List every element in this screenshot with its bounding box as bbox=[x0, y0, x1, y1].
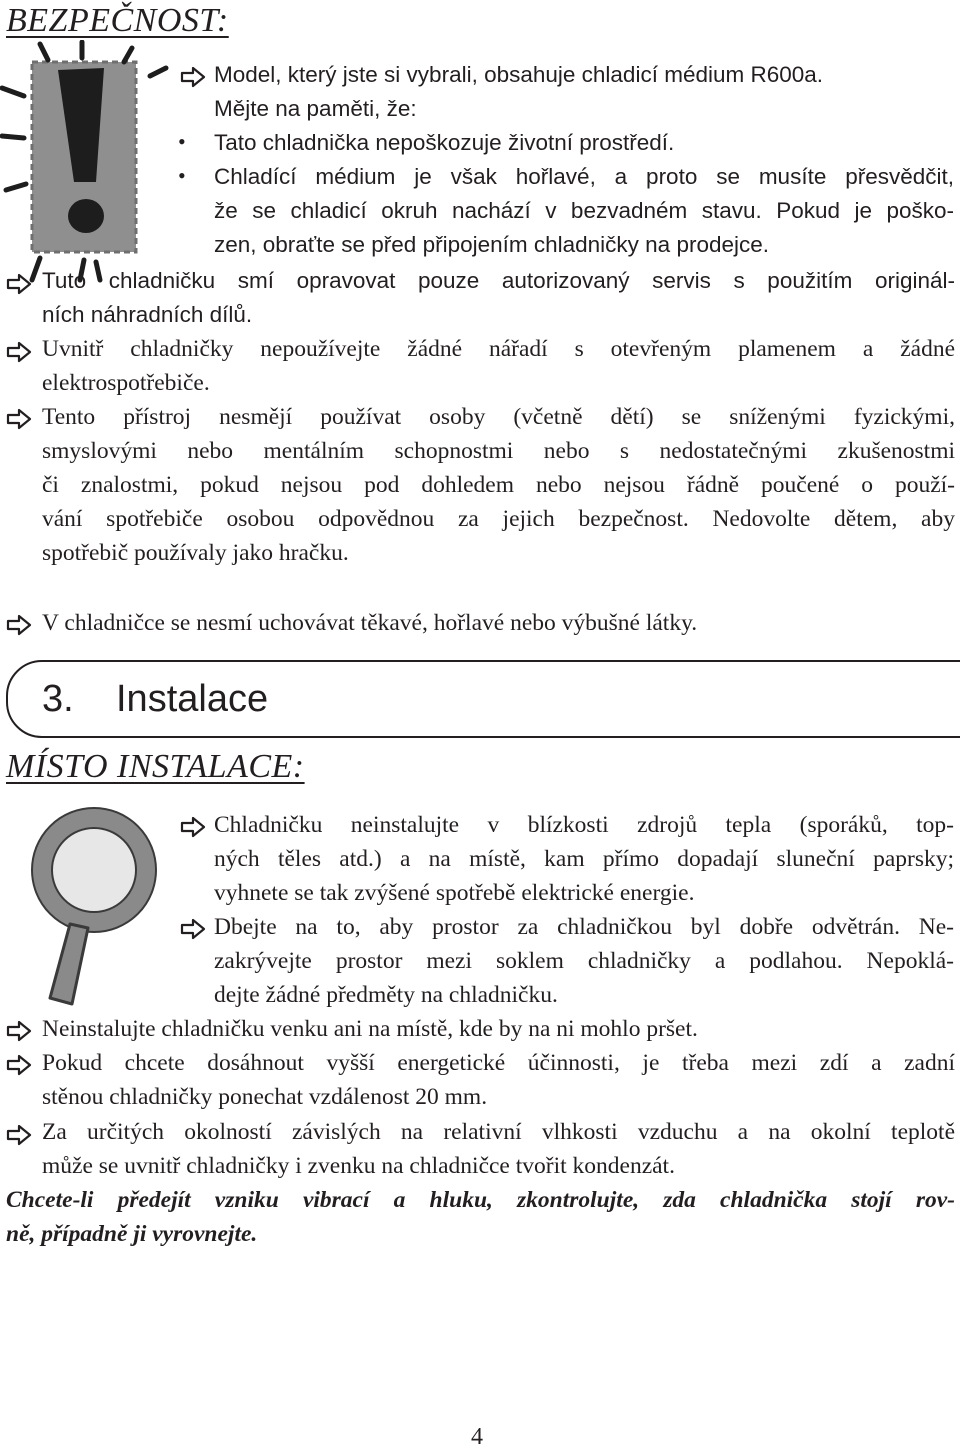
safety-bullet2-line2: že se chladicí okruh nachází v bezvadném stavu. Pokud je poško- bbox=[214, 198, 954, 223]
installation-note-line1: Chcete-li předejít vzniku vibrací a hluku, zkontrolujte, zda chladnička stojí rov- bbox=[6, 1187, 955, 1213]
section-title: Instalace bbox=[116, 678, 269, 720]
safety-item3-line1: Uvnitř chladničky nepoužívejte žádné nářadí s otevřeným plamenem a žádné bbox=[42, 336, 955, 362]
arrow-bullet-icon bbox=[6, 341, 32, 363]
arrow-bullet-icon bbox=[180, 66, 206, 88]
arrow-bullet-icon bbox=[6, 273, 32, 295]
installation-item5-line2: může se uvnitř chladničky i zvenku na chladničce tvořit kondenzát. bbox=[42, 1153, 675, 1179]
safety-item3-line2: elektrospotřebiče. bbox=[42, 370, 210, 396]
installation-item2-line3: dejte žádné předměty na chladničku. bbox=[214, 982, 558, 1008]
safety-item4-line1: Tento přístroj nesmějí používat osoby (včetně dětí) se sníženými fyzickými, bbox=[42, 404, 955, 430]
safety-item4-line4: vání spotřebiče osobou odpovědnou za jejich bezpečnost. Nedovolte dětem, aby bbox=[42, 506, 955, 532]
safety-item5-line1: V chladničce se nesmí uchovávat těkavé, hořlavé nebo výbušné látky. bbox=[42, 610, 698, 636]
arrow-bullet-icon bbox=[6, 408, 32, 430]
safety-item2-line2: ních náhradních dílů. bbox=[42, 302, 253, 327]
installation-item1-line3: vyhnete se tak zvýšené spotřebě elektrické energie. bbox=[214, 880, 695, 906]
section-number: 3. bbox=[42, 678, 74, 720]
safety-item1-line1: Model, který jste si vybrali, obsahuje chladicí médium R600a. bbox=[214, 62, 824, 87]
safety-item4-line3: či znalostmi, pokud nejsou pod dohledem nebo nejsou řádně poučené o použí- bbox=[42, 472, 955, 498]
safety-item1-line2: Mějte na paměti, že: bbox=[214, 96, 417, 121]
safety-item4-line5: spotřebič používaly jako hračku. bbox=[42, 540, 349, 566]
safety-bullet2-line3: zen, obraťte se před připojením chladničky na prodejce. bbox=[214, 232, 770, 257]
safety-bullet2-line1: Chladící médium je však hořlavé, a proto se musíte přesvědčit, bbox=[214, 164, 954, 189]
installation-item1-line1: Chladničku neinstalujte v blízkosti zdrojů tepla (sporáků, top- bbox=[214, 812, 954, 838]
arrow-bullet-icon bbox=[6, 614, 32, 636]
installation-item5-line1: Za určitých okolností závislých na relativní vlhkosti vzduchu a na okolní teplotě bbox=[42, 1119, 955, 1145]
arrow-bullet-icon bbox=[180, 918, 206, 940]
arrow-bullet-icon bbox=[6, 1124, 32, 1146]
magnifying-glass-icon bbox=[14, 800, 174, 1010]
installation-item1-line2: ných těles atd.) a na místě, kam přímo dopadají sluneční paprsky; bbox=[214, 846, 954, 872]
installation-item3-line1: Neinstalujte chladničku venku ani na místě, kde by na ni mohlo pršet. bbox=[42, 1016, 698, 1042]
arrow-bullet-icon bbox=[6, 1020, 32, 1042]
arrow-bullet-icon bbox=[6, 1054, 32, 1076]
arrow-bullet-icon bbox=[180, 816, 206, 838]
installation-heading: MÍSTO INSTALACE: bbox=[6, 748, 305, 785]
safety-heading: BEZPEČNOST: bbox=[6, 2, 229, 39]
page-number: 4 bbox=[471, 1424, 483, 1450]
installation-item4-line1: Pokud chcete dosáhnout vyšší energetické účinnosti, je třeba mezi zdí a zadní bbox=[42, 1050, 955, 1076]
installation-item2-line1: Dbejte na to, aby prostor za chladničkou byl dobře odvětrán. Ne- bbox=[214, 914, 954, 940]
safety-item4-line2: smyslovými nebo mentálním schopnostmi nebo s nedostatečnými zkušenostmi bbox=[42, 438, 955, 464]
installation-note-line2: ně, případně ji vyrovnejte. bbox=[6, 1221, 258, 1247]
bullet-dot: • bbox=[178, 163, 186, 188]
safety-item2-line1: Tuto chladničku smí opravovat pouze autorizovaný servis s použitím originál- bbox=[42, 268, 955, 293]
installation-item2-line2: zakrývejte prostor mezi soklem chladničky a podlahou. Nepoklá- bbox=[214, 948, 954, 974]
safety-bullet1-line1: Tato chladnička nepoškozuje životní prostředí. bbox=[214, 130, 675, 155]
installation-item4-line2: stěnou chladničky ponechat vzdálenost 20 mm. bbox=[42, 1084, 488, 1110]
exclamation-warning-icon bbox=[0, 40, 170, 285]
bullet-dot: • bbox=[178, 129, 186, 154]
